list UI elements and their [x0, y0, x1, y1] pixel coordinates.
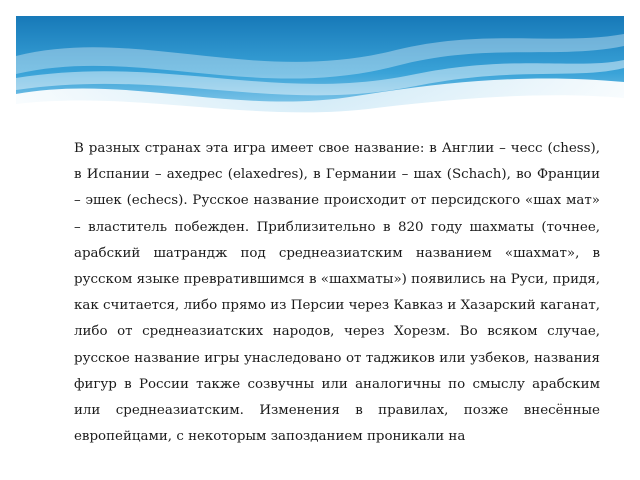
header-wave-banner	[16, 16, 624, 120]
wave-graphic	[16, 16, 624, 120]
body-paragraph: В разных странах эта игра имеет свое название: в Англии – чесс (chess), в Испании – ахедрес (elaxedres), в Германии – шах (Schach), во Франции – эшек (echecs). Русское название происходит от персидского «шах мат» – властитель побежден. Приблизительно в 820 году шахматы (точнее, арабский шатрандж под среднеазиатским названием «шахмат», в русском языке превратившимся в «шахматы») появились на Руси, придя, как считается, либо прямо из Персии через Кавказ и Хазарский каганат, либо от среднеазиатских народов, через Хорезм. Во всяком случае, русское название игры унаследовано от таджиков или узбеков, названия фигур в России также созвучны или аналогичны по смыслу арабским или среднеазиатским. Изменения в правилах, позже внесённые европейцами, с некоторым запозданием проникали на	[74, 141, 600, 445]
